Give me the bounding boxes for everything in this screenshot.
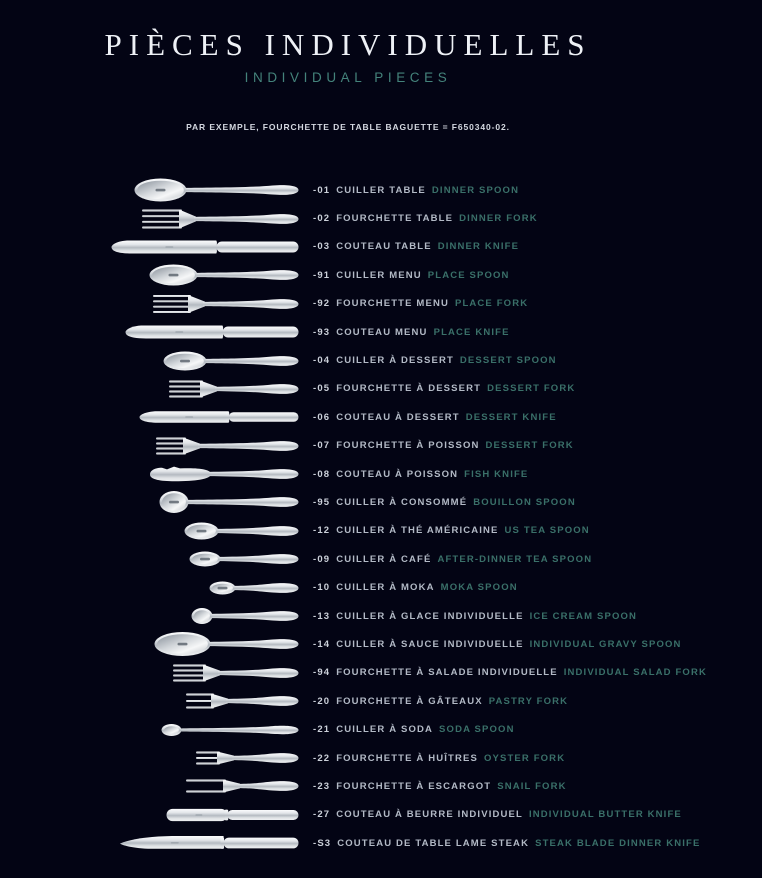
ice-cream-spoon-image: [0, 602, 300, 630]
item-code: -02: [313, 213, 331, 225]
list-item: [0, 687, 762, 715]
item-name-fr: FOURCHETTE À SALADE INDIVIDUELLE: [336, 667, 558, 679]
item-name-en: DINNER KNIFE: [437, 241, 520, 253]
place-fork-image: [0, 290, 300, 318]
steak-knife-image: [0, 829, 300, 857]
item-code: -07: [313, 440, 331, 452]
place-spoon-image: [0, 261, 300, 289]
us-tea-spoon-image: [0, 517, 300, 545]
item-name-en: STEAK BLADE DINNER KNIFE: [535, 837, 701, 849]
snail-fork-image: [0, 772, 300, 800]
list-item: [0, 318, 762, 346]
item-label: [300, 497, 576, 508]
item-name-en: US TEA SPOON: [504, 525, 590, 537]
item-code: -08: [313, 468, 331, 480]
item-name-fr: FOURCHETTE MENU: [336, 298, 449, 310]
item-label: [300, 383, 575, 394]
item-label: [300, 667, 707, 678]
list-item: [0, 573, 762, 601]
item-name-fr: COUTEAU À DESSERT: [336, 411, 460, 423]
dinner-fork-image: [0, 205, 300, 233]
item-label: [300, 469, 528, 480]
list-item: [0, 375, 762, 403]
item-name-fr: CUILLER À GLACE INDIVIDUELLE: [336, 610, 524, 622]
item-label: [300, 639, 682, 650]
item-label: [300, 412, 557, 423]
list-item: [0, 233, 762, 261]
list-item: [0, 204, 762, 232]
item-label: [300, 298, 528, 309]
individual-butter-knife-image: [0, 801, 300, 829]
list-item: [0, 801, 762, 829]
item-name-fr: CUILLER MENU: [336, 269, 422, 281]
list-item: [0, 488, 762, 516]
list-item: [0, 772, 762, 800]
item-name-fr: CUILLER À SAUCE INDIVIDUELLE: [336, 638, 524, 650]
item-name-fr: CUILLER À THÉ AMÉRICAINE: [336, 525, 499, 537]
item-label: [300, 241, 519, 252]
item-label: [300, 525, 590, 536]
list-item: [0, 715, 762, 743]
soda-spoon-image: [0, 716, 300, 744]
item-name-fr: CUILLER À CAFÉ: [336, 553, 432, 565]
list-item: [0, 829, 762, 857]
item-name-fr: COUTEAU MENU: [336, 326, 428, 338]
page-subtitle: INDIVIDUAL PIECES: [244, 70, 452, 85]
item-code: -23: [313, 780, 331, 792]
item-name-fr: FOURCHETTE À POISSON: [336, 440, 480, 452]
item-code: -21: [313, 724, 331, 736]
item-name-en: SODA SPOON: [439, 724, 515, 736]
item-code: -05: [313, 383, 331, 395]
item-code: -22: [313, 752, 331, 764]
item-label: [300, 611, 637, 622]
item-name-en: INDIVIDUAL SALAD FORK: [563, 667, 707, 679]
list-item: [0, 346, 762, 374]
item-code: -20: [313, 695, 331, 707]
item-label: [300, 185, 519, 196]
item-code: -95: [313, 496, 331, 508]
list-item: [0, 545, 762, 573]
item-name-fr: FOURCHETTE À HUÎTRES: [336, 752, 478, 764]
oyster-fork-image: [0, 744, 300, 772]
item-code: -14: [313, 638, 331, 650]
list-item: [0, 517, 762, 545]
place-knife-image: [0, 318, 300, 346]
item-name-en: DESSERT FORK: [487, 383, 576, 395]
item-label: [300, 582, 518, 593]
item-code: -06: [313, 411, 331, 423]
pieces-list: [0, 176, 762, 857]
item-name-en: DESSERT KNIFE: [465, 411, 557, 423]
dessert-fork-image: [0, 375, 300, 403]
item-name-fr: CUILLER TABLE: [336, 184, 426, 196]
list-item: [0, 460, 762, 488]
item-name-fr: COUTEAU À BEURRE INDIVIDUEL: [336, 809, 523, 821]
list-item: [0, 403, 762, 431]
item-name-en: INDIVIDUAL GRAVY SPOON: [529, 638, 682, 650]
item-name-fr: FOURCHETTE TABLE: [336, 213, 454, 225]
item-code: -10: [313, 582, 331, 594]
item-name-en: PLACE KNIFE: [433, 326, 510, 338]
page-header: [0, 0, 696, 132]
item-name-en: BOUILLON SPOON: [473, 496, 576, 508]
item-label: [300, 440, 574, 451]
list-item: [0, 176, 762, 204]
fish-knife-image: [0, 460, 300, 488]
item-label: [300, 213, 538, 224]
item-code: -03: [313, 241, 331, 253]
item-name-fr: CUILLER À MOKA: [336, 582, 435, 594]
list-item: [0, 630, 762, 658]
list-item: [0, 261, 762, 289]
list-item: [0, 432, 762, 460]
item-name-en: DINNER SPOON: [431, 184, 520, 196]
item-label: [300, 724, 515, 735]
item-code: -09: [313, 553, 331, 565]
item-name-en: FISH KNIFE: [464, 468, 529, 480]
individual-gravy-spoon-image: [0, 630, 300, 658]
item-name-fr: COUTEAU DE TABLE LAME STEAK: [337, 837, 530, 849]
item-label: [300, 554, 592, 565]
item-name-en: MOKA SPOON: [440, 582, 518, 594]
item-name-fr: FOURCHETTE À ESCARGOT: [336, 780, 492, 792]
list-item: [0, 602, 762, 630]
item-name-fr: COUTEAU À POISSON: [336, 468, 459, 480]
item-code: -92: [313, 298, 331, 310]
item-code: -01: [313, 184, 331, 196]
item-name-fr: CUILLER À CONSOMMÉ: [336, 496, 468, 508]
item-name-fr: COUTEAU TABLE: [336, 241, 432, 253]
item-label: [300, 327, 510, 338]
item-name-en: DESSERT FORK: [485, 440, 574, 452]
dessert-knife-image: [0, 403, 300, 431]
item-label: [300, 809, 682, 820]
pastry-fork-image: [0, 687, 300, 715]
moka-spoon-image: [0, 574, 300, 602]
example-note: PAR EXEMPLE, FOURCHETTE DE TABLE BAGUETTE = F650340-02.: [186, 122, 510, 132]
fish-fork-image: [0, 432, 300, 460]
item-label: [300, 355, 557, 366]
item-label: [300, 753, 565, 764]
item-code: -27: [313, 809, 331, 821]
item-name-en: ICE CREAM SPOON: [529, 610, 638, 622]
item-name-fr: FOURCHETTE À DESSERT: [336, 383, 482, 395]
item-code: -93: [313, 326, 331, 338]
item-label: [300, 270, 510, 281]
dinner-knife-image: [0, 233, 300, 261]
list-item: [0, 290, 762, 318]
item-code: -94: [313, 667, 331, 679]
after-dinner-tea-spoon-image: [0, 545, 300, 573]
item-code: -S3: [313, 837, 332, 849]
item-code: -04: [313, 355, 331, 367]
item-label: [300, 781, 567, 792]
item-name-fr: CUILLER À SODA: [336, 724, 434, 736]
item-name-fr: CUILLER À DESSERT: [336, 355, 454, 367]
item-name-fr: FOURCHETTE À GÂTEAUX: [336, 695, 483, 707]
item-label: [300, 696, 568, 707]
individual-salad-fork-image: [0, 659, 300, 687]
dessert-spoon-image: [0, 347, 300, 375]
item-name-en: PLACE FORK: [454, 298, 529, 310]
item-name-en: PLACE SPOON: [427, 269, 510, 281]
item-code: -13: [313, 610, 331, 622]
dinner-spoon-image: [0, 176, 300, 204]
item-name-en: DESSERT SPOON: [459, 355, 557, 367]
item-code: -12: [313, 525, 331, 537]
item-label: [300, 838, 700, 849]
item-name-en: DINNER FORK: [459, 213, 538, 225]
page-title: PIÈCES INDIVIDUELLES: [104, 27, 592, 62]
list-item: [0, 659, 762, 687]
item-code: -91: [313, 269, 331, 281]
item-name-en: PASTRY FORK: [488, 695, 569, 707]
item-name-en: AFTER-DINNER TEA SPOON: [437, 553, 593, 565]
list-item: [0, 744, 762, 772]
item-name-en: SNAIL FORK: [497, 780, 567, 792]
item-name-en: OYSTER FORK: [483, 752, 566, 764]
item-name-en: INDIVIDUAL BUTTER KNIFE: [528, 809, 682, 821]
bouillon-spoon-image: [0, 488, 300, 516]
